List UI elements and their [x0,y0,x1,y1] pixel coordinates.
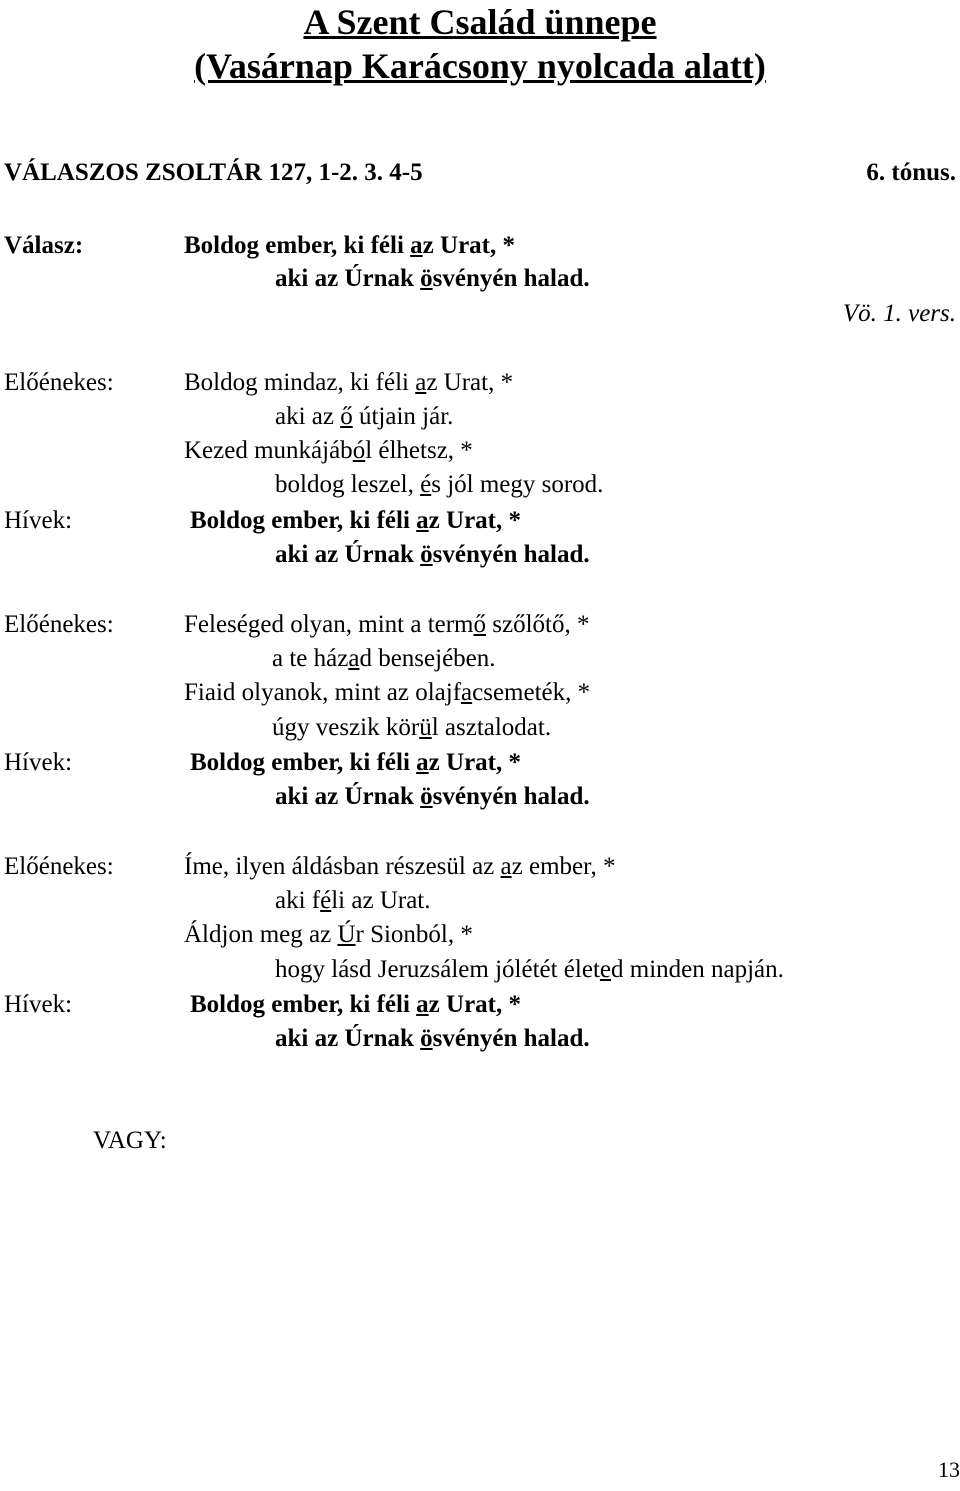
underlined-syllable: ő [473,611,487,638]
text-segment: Boldog mindaz, ki féli [184,369,416,396]
text-segment: a te ház [272,645,349,672]
text-segment: d minden napján. [611,956,784,983]
faithful-response-line-1 [190,748,521,778]
text-segment: s jól megy sorod. [431,471,604,498]
text-segment: svényén halad. [432,265,590,292]
text-segment: aki az Úrnak [275,1025,421,1052]
text-segment: útjain jár. [352,403,454,430]
text-segment: Boldog ember, ki féli [184,232,411,259]
text-segment: hogy lásd Jeruzsálem jólétét élet [275,956,600,983]
underlined-syllable: ö [420,1025,433,1052]
psalm-heading: VÁLASZOS ZSOLTÁR 127, 1-2. 3. 4-5 [4,159,423,186]
text-segment: svényén halad. [432,1025,590,1052]
text-segment: boldog leszel, [275,471,421,498]
faithful-response-line-1 [190,990,521,1020]
text-segment: Fiaid olyanok, mint az olajf [184,679,462,706]
faithful-label: Hívek: [4,991,73,1018]
text-segment: z Urat, * [428,749,521,776]
text-segment: Boldog ember, ki féli [190,991,417,1018]
text-segment: úgy veszik kör [272,714,420,741]
underlined-syllable: a [416,749,429,776]
text-segment: Kezed munkájáb [184,437,353,464]
underlined-syllable: ő [340,403,353,430]
cantor-label: Előénekes: [4,369,114,396]
underlined-syllable: a [461,679,473,706]
text-segment: svényén halad. [432,541,590,568]
stanza-line [275,470,603,500]
stanza-line [184,368,513,398]
text-segment: Boldog ember, ki féli [190,749,417,776]
text-segment: Íme, ilyen áldásban részesül az [184,853,501,880]
page-number: 13 [938,1457,960,1482]
psalm-reference: Vö. 1. vers. [842,300,956,327]
underlined-syllable: a [348,645,360,672]
faithful-response-line-1 [190,506,521,536]
text-segment: l élhetsz, * [365,437,473,464]
underlined-syllable: ö [420,783,433,810]
text-segment: li az Urat. [331,887,431,914]
alternative-marker: VAGY: [93,1127,167,1154]
response-line-2 [275,264,590,294]
response-line-1 [184,231,515,261]
text-segment: aki az Úrnak [275,541,421,568]
text-segment: l asztalodat. [431,714,552,741]
text-segment: z Urat, * [428,507,521,534]
text-segment: r Sionból, * [355,921,473,948]
underlined-syllable: ö [420,541,433,568]
cantor-label: Előénekes: [4,853,114,880]
response-label: Válasz: [4,232,84,259]
stanza-line [184,920,473,950]
stanza-line [184,852,615,882]
psalm-tone: 6. tónus. [866,159,956,186]
stanza-line [184,436,473,466]
text-segment: szőlőtő, * [486,611,590,638]
stanza-line [275,955,784,985]
text-segment: aki az [275,403,341,430]
underlined-syllable: a [415,369,427,396]
cantor-label: Előénekes: [4,611,114,638]
text-segment: Boldog ember, ki féli [190,507,417,534]
faithful-label: Hívek: [4,749,73,776]
text-segment: aki az Úrnak [275,265,421,292]
faithful-response-line-2 [275,540,590,570]
underlined-syllable: ö [420,265,433,292]
text-segment: aki f [275,887,321,914]
stanza-line [184,678,590,708]
text-segment: svényén halad. [432,783,590,810]
text-segment: csemeték, * [472,679,591,706]
text-segment: z ember, * [511,853,616,880]
faithful-label: Hívek: [4,507,73,534]
text-segment: Feleséged olyan, mint a term [184,611,474,638]
underlined-syllable: ó [352,437,366,464]
stanza-line [272,644,496,674]
faithful-response-line-2 [275,1024,590,1054]
underlined-syllable: ü [419,714,432,741]
underlined-syllable: a [500,853,512,880]
stanza-line [275,886,431,916]
underlined-syllable: é [320,887,332,914]
underlined-syllable: a [410,232,423,259]
underlined-syllable: Ú [337,921,356,948]
title-line-1: A Szent Család ünnepe [303,2,657,42]
text-segment: z Urat, * [426,369,514,396]
underlined-syllable: é [420,471,432,498]
text-segment: z Urat, * [428,991,521,1018]
title-line-2: (Vasárnap Karácsony nyolcada alatt) [194,46,766,86]
underlined-syllable: e [599,956,611,983]
text-segment: aki az Úrnak [275,783,421,810]
stanza-line [272,713,551,743]
text-segment: z Urat, * [422,232,515,259]
underlined-syllable: a [416,991,429,1018]
stanza-line [275,402,453,432]
faithful-response-line-2 [275,782,590,812]
underlined-syllable: a [416,507,429,534]
stanza-line [184,610,589,640]
text-segment: d bensejében. [359,645,496,672]
text-segment: Áldjon meg az [184,921,338,948]
